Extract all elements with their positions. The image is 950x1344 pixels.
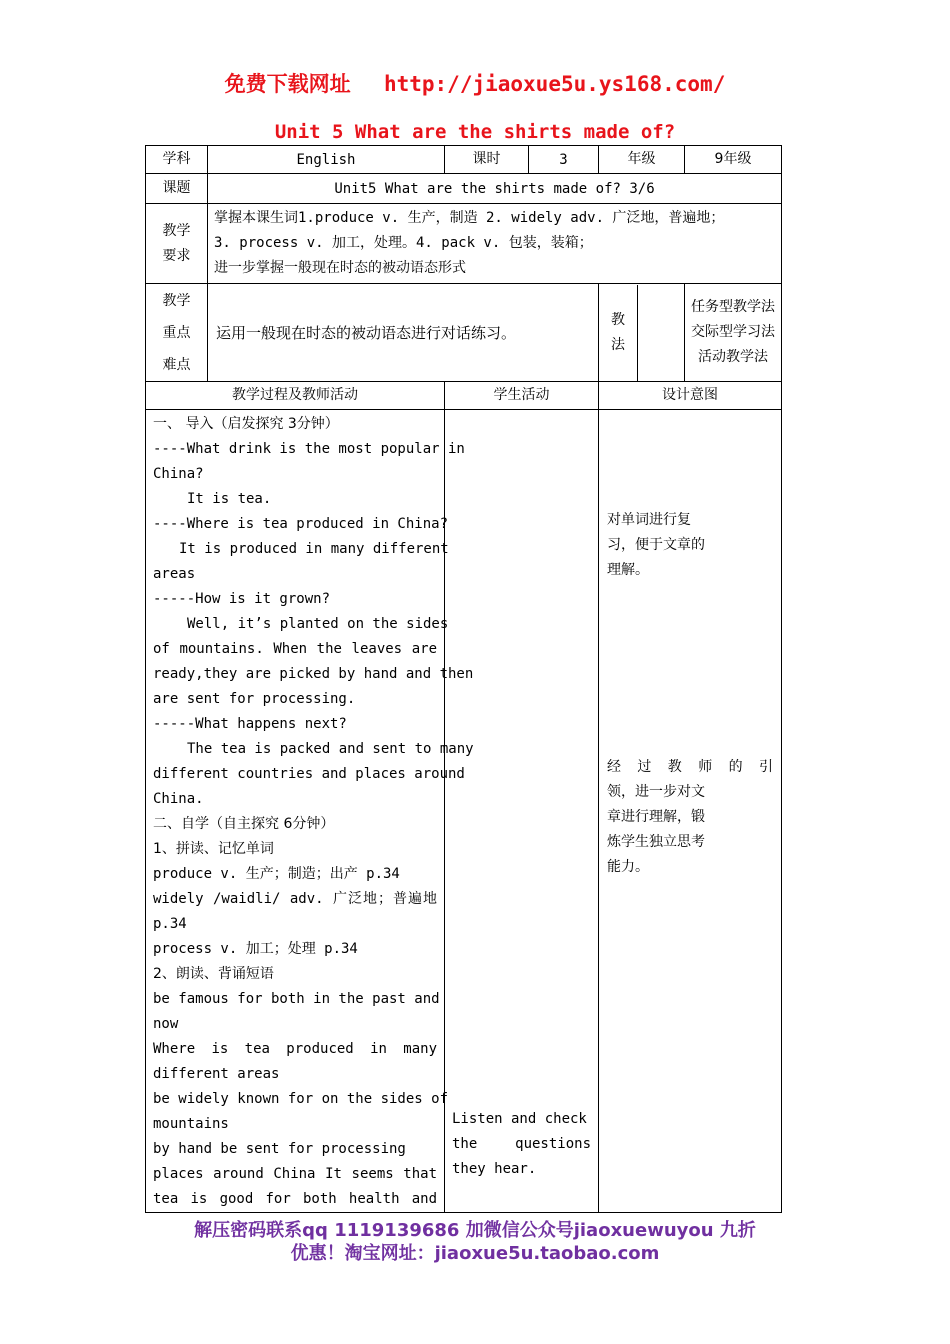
teaching-methods [685,284,782,382]
process-line: Well, it’s planted on the sides [187,616,449,632]
design-line: 能力。 [607,859,649,875]
info-row [146,146,782,174]
grade-label: 年级 [599,146,685,174]
topic-value: Unit5 What are the shirts made of? 3/6 [208,174,782,204]
method-cell [599,284,685,382]
teaching-method: 任务型教学法 [691,299,775,315]
method-label-line: 教 [611,311,625,328]
footer-line-1: 解压密码联系qq 1119139686 加微信公众号jiaoxuewuyou 九折 [194,1220,756,1241]
subject-value: English [208,146,445,174]
method-spacer [638,285,685,381]
lesson-plan-table [145,145,782,1213]
process-line: ready,they are picked by hand and then [153,666,474,682]
key-points-label-line: 教学 [162,292,191,309]
method-inner [599,285,684,381]
requirements-row [146,204,782,284]
process-line: China? [153,466,204,482]
process-line: be famous for both in the past and [153,991,440,1007]
process-line: places around China It seems that [153,1166,437,1182]
period-label: 课时 [445,146,529,174]
process-line: China. [153,791,204,807]
process-line: 1、拼读、记忆单词 [153,841,274,857]
student-line: the questions [452,1136,591,1152]
topic-row [146,174,782,204]
footer-line-2: 优惠！淘宝网址：jiaoxue5u.taobao.com [290,1243,660,1264]
subject-label: 学科 [146,146,208,174]
process-line: It is produced in many different [179,541,449,557]
design-line: 经过教师的引 [607,759,773,775]
process-line: The tea is packed and sent to many [187,741,474,757]
process-line: -----How is it grown? [153,591,331,607]
grade-value: 9年级 [685,146,782,174]
topic-label: 课题 [146,174,208,204]
process-column-header [146,382,445,410]
key-points-label-line: 难点 [162,356,191,373]
process-line: of mountains. When the leaves are [153,641,437,657]
requirements-label-line: 教学 [162,222,191,239]
student-column-header: 学生活动 [445,382,599,410]
requirements-line: 3. process v. 加工，处理。4. pack v. 包装，装箱； [214,235,593,251]
process-line: -----What happens next? [153,716,347,732]
process-line: mountains [153,1116,229,1132]
process-line: 二、自学（自主探究 6分钟） [153,816,335,832]
process-header-text: 教学过程及教师活动 [232,387,358,403]
design-line: 炼学生独立思考 [607,834,705,850]
requirements-label [146,204,208,284]
design-line: 领，进一步对文 [607,784,705,800]
student-activity [445,410,599,1213]
design-line: 习，便于文章的 [607,537,705,553]
teaching-method: 活动教学法 [698,349,768,365]
design-intent [599,410,782,1213]
teaching-method: 交际型学习法 [691,324,775,340]
process-line: now [153,1016,179,1032]
process-line: different areas [153,1066,280,1082]
key-points-row [146,284,782,382]
student-line: they hear. [452,1161,537,1177]
site-label: 免费下载网址 [224,72,351,96]
process-line: by hand be sent for processing [153,1141,406,1157]
process-line: 2、朗读、背诵短语 [153,966,274,982]
process-row [146,410,782,1213]
footer-promo [0,1219,950,1265]
method-label [599,285,638,381]
process-line: 一、 导入（启发探究 3分钟） [153,416,339,432]
process-line: different countries and places around [153,766,465,782]
process-line: are sent for processing. [153,691,356,707]
process-line: tea is good for both health and [153,1191,437,1207]
requirements-line: 掌握本课生词1.produce v. 生产，制造 2. widely adv. 广泛地，普遍地； [214,210,725,226]
requirements-content [208,204,782,284]
student-spacer [452,410,591,1107]
process-line: Where is tea produced in many [153,1041,437,1057]
teaching-process [146,410,474,1213]
key-points-label [146,284,208,382]
process-line: widely /waidli/ adv. 广泛地；普遍地 [153,891,437,907]
process-line: produce v. 生产；制造；出产 p.34 [153,866,400,882]
process-line: ----Where is tea produced in China? [153,516,449,532]
process-line: areas [153,566,196,582]
key-points-text: 运用一般现在时态的被动语态进行对话练习。 [208,284,599,382]
process-line: ----What drink is the most popular in [153,441,465,457]
site-url-link[interactable]: http://jiaoxue5u.ys168.com/ [383,72,726,96]
design-spacer-top [607,410,773,508]
process-line: p.34 [153,916,187,932]
design-column-header: 设计意图 [599,382,782,410]
design-line: 章进行理解，锻 [607,809,705,825]
design-line: 理解。 [607,562,649,578]
requirements-line: 进一步掌握一般现在时态的被动语态形式 [214,260,466,276]
process-line: be widely known for on the sides of [153,1091,449,1107]
period-value: 3 [529,146,599,174]
process-line: process v. 加工；处理 p.34 [153,941,358,957]
design-spacer-mid [607,583,773,755]
page-title: Unit 5 What are the shirts made of? [274,121,676,143]
download-header [0,68,950,98]
requirements-label-line: 要求 [162,247,191,264]
student-line: Listen and check [452,1111,587,1127]
method-label-line: 法 [611,336,625,353]
design-line: 对单词进行复 [607,512,691,528]
key-points-label-line: 重点 [162,324,191,341]
column-header-row [146,382,782,410]
process-line: It is tea. [187,491,272,507]
